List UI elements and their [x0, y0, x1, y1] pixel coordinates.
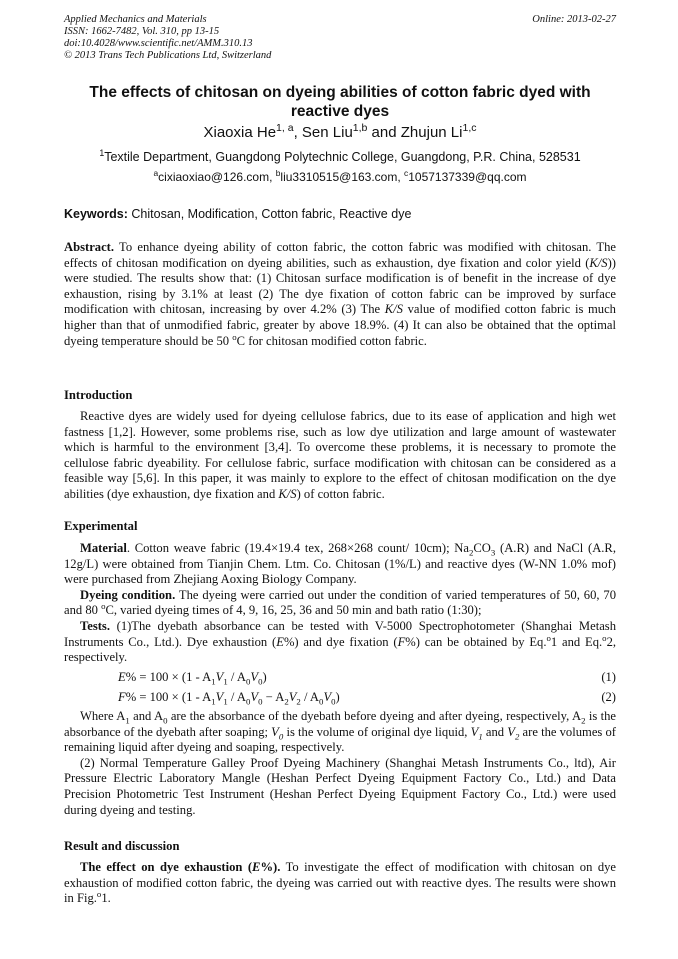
equation-2-formula	[118, 688, 340, 706]
eq-symbol: V	[250, 670, 259, 684]
affiliation-text: Textile Department, Guangdong Polytechnic College, Guangdong, P.R. China, 528531	[104, 150, 581, 164]
subscript: 0	[258, 676, 263, 687]
keywords-text: Chitosan, Modification, Cotton fabric, Reactive dye	[131, 207, 412, 221]
eq-symbol: V	[288, 690, 297, 704]
eq-text: − A	[262, 690, 285, 704]
effect-label-text: The effect on dye exhaustion (	[80, 860, 253, 874]
where-text: are the volumes of remaining liquid after dyeing and soaping, respectively.	[64, 724, 616, 755]
subscript: 2	[284, 696, 289, 707]
issn: ISSN: 1662-7482, Vol. 310, pp 13-15	[64, 26, 220, 37]
subscript: 1	[211, 696, 216, 707]
author-sup: 1,b	[352, 122, 368, 134]
tests-label: Tests.	[80, 618, 110, 633]
subscript: 0	[245, 676, 251, 687]
subscript: 0	[258, 696, 263, 707]
ks-symbol: K/S	[278, 486, 297, 501]
results-body	[64, 860, 616, 907]
author-name: Sen Liu	[301, 124, 353, 141]
tests-text: 2, respectively.	[64, 634, 617, 665]
email-sup: c	[404, 168, 409, 178]
equation-1-formula	[118, 668, 267, 686]
material-text: (A.R) and NaCl (A.R, 12g/L) were obtained from Tianjin Chem. Ltm. Co. Chitosan (1%/L) and reactive dyes (W-NN 1.0% mof) were purchased from Zhejiang Aoxing Biology Company.	[64, 541, 616, 587]
email-link[interactable]: liu3310515@163.com	[280, 170, 398, 184]
eq-text: / A	[227, 690, 246, 704]
degree-sign: o	[602, 632, 607, 643]
author-sep: and	[367, 124, 401, 141]
degree-sign: o	[96, 889, 102, 899]
journal-header	[64, 14, 616, 62]
abstract-label: Abstract.	[64, 240, 115, 254]
affiliation-sup: 1	[99, 147, 105, 158]
dyeing-text: The dyeing were carried out under the condition of varied temperatures of 50, 60, 70 and 80	[64, 587, 616, 618]
keywords	[64, 206, 616, 222]
eq-symbol: F	[118, 690, 126, 704]
subscript: 1	[211, 676, 216, 687]
author-name: Xiaoxia He	[203, 124, 277, 141]
eq-text: / A	[227, 670, 246, 684]
abstract-text: C for chitosan modified cotton fabric.	[236, 333, 427, 348]
effect-label-text: %).	[260, 860, 281, 874]
where-text: is the volume of original dye liquid,	[283, 724, 471, 739]
dyeing-text: C, varied dyeing times of 4, 9, 16, 25, 36 and 50 min and bath ratio (1:30);	[105, 603, 482, 618]
results-text: To investigate the effect of modification with chitosan on dye exhaustion of modified cotton fabric, the dyeing was carried out with reactive dyes. The results were shown in Fig.	[64, 860, 617, 906]
subscript: 0	[245, 696, 251, 707]
eq-symbol: V	[215, 670, 224, 684]
material-text: CO	[473, 541, 491, 555]
author-sup: 1, a	[276, 122, 294, 134]
equation-2	[64, 688, 616, 706]
subscript: 0	[331, 696, 336, 707]
equation-1-number: (1)	[601, 670, 616, 684]
author-name: Zhujun Li	[400, 124, 463, 141]
eq-symbol: $V_2$	[507, 724, 520, 742]
eq-symbol: $V_0$	[271, 724, 284, 742]
abstract-text: To enhance dyeing ability of cotton fabric, the cotton fabric was modified with chitosan. The effects of chitosan modification on dyeing abilities, such as exhaustion, dye fixation and color yield (	[64, 240, 617, 270]
eq-text: )	[262, 670, 267, 684]
author-sep: ,	[293, 124, 302, 141]
subscript: 0	[319, 696, 324, 707]
tests-text: 1 and Eq.	[550, 634, 603, 649]
section-heading-results: Result and discussion	[64, 839, 180, 853]
email-link[interactable]: 1057137339@qq.com	[408, 170, 527, 184]
where-text: and	[482, 724, 508, 739]
email-sep: ,	[397, 170, 405, 184]
intro-text: Reactive dyes are widely used for dyeing cellulose fabrics, due to its ease of application and high wet fastness [1,2]. However, some problems rise, such as low dye utilization and large amount of wastewater which is harmful to the environment [3,4]. To overcome these problems, it is necessary to promote the cellulose fabric dyeability. For cellulose fabric, surface modification with chitosan can be considered as a feasible way [5,6]. In this paper, it was mainly to explore to the effect of chitosan modification on the dye abilities (dye exhaustion, dye fixation and	[64, 409, 616, 501]
material-text: . Cotton weave fabric (19.4×19.4 tex, 268×268 count/ 10cm); Na	[126, 541, 469, 555]
affiliation	[64, 149, 616, 165]
instruments-text: (2) Normal Temperature Galley Proof Dyeing Machinery (Shanghai Metash Instruments Co., ltd), Air Pressure Electric Laboratory Mangle (Heshan Perfect Dyeing Equipment Factory Co., Ltd.) and Data Precision Photometric Test Instrument (Heshan Perfect Dyeing Equipment Factory Co., Ltd.) were used during dyeing and testing.	[64, 755, 616, 817]
journal-name: Applied Mechanics and Materials	[64, 14, 207, 25]
abstract-text: value of modified cotton fabric is much higher than that of unmodified fabric, greater by above 18.9%. (4) It can also be obtained that the optimal dyeing temperature should be 50	[64, 302, 616, 348]
author-sup: 1,c	[462, 122, 477, 134]
ks-symbol: K/S	[384, 302, 403, 317]
email-list	[64, 169, 616, 185]
dyeing-label: Dyeing condition.	[80, 587, 176, 602]
where-text: Where A	[80, 709, 126, 723]
email-sup: a	[153, 168, 159, 178]
email-sup: b	[275, 168, 281, 178]
e-symbol: E	[276, 634, 284, 649]
subscript: 2	[468, 547, 474, 558]
experimental-body	[64, 541, 616, 666]
email-link[interactable]: cixiaoxiao@126.com	[158, 170, 270, 184]
e-symbol: E	[252, 860, 261, 874]
email-sep: ,	[269, 170, 276, 184]
keywords-label: Keywords:	[64, 207, 128, 221]
tests-text: %) can be obtained by Eq.	[405, 634, 547, 649]
tests-text: %) and dye fixation (	[283, 634, 398, 649]
subscript: 1	[125, 715, 130, 726]
eq-text: / A	[300, 690, 320, 704]
subscript: 0	[163, 715, 168, 726]
subscript: 2	[296, 696, 301, 707]
experimental-body-continued	[64, 709, 616, 818]
subscript: 1	[223, 676, 228, 687]
eq-text: )	[335, 690, 340, 704]
subscript: 2	[581, 715, 586, 726]
author-list	[64, 124, 616, 142]
eq-symbol: V	[323, 690, 332, 704]
where-text: and A	[129, 709, 164, 723]
results-text: 1.	[101, 891, 111, 906]
equation-1	[64, 668, 616, 686]
subscript: 1	[223, 696, 228, 707]
intro-text: ) of cotton fabric.	[296, 486, 385, 501]
section-heading-introduction: Introduction	[64, 388, 133, 402]
copyright: © 2013 Trans Tech Publications Ltd, Switzerland	[64, 50, 272, 61]
abstract	[64, 240, 616, 349]
material-label: Material	[80, 541, 127, 555]
subscript: 3	[490, 547, 496, 558]
where-text: is the absorbance of the dyebath after soaping;	[64, 709, 616, 739]
abstract-text: )) were studied. The results show that: (1) Chitosan surface modification is of benefit in the increase of dye exhaustion, rising by 3.1% at least (2) The dye fixation of cotton fabric can be improved by surface modification with chitosan, increasing by over 4.2% (3) The	[64, 255, 616, 317]
where-text: are the absorbance of the dyebath before dyeing and after dyeing, respectively, A	[167, 709, 582, 723]
eq-symbol: V	[215, 690, 224, 704]
eq-symbol: V	[250, 690, 259, 704]
tests-text: (1)The dyebath absorbance can be tested with V-5000 Spectrophotometer (Shanghai Metash Instruments Co., Ltd.). Dye exhaustion (	[64, 618, 616, 649]
ks-symbol: K/S	[589, 255, 608, 270]
eq-text: % = 100 × (1 - A	[125, 670, 212, 684]
paper-title: The effects of chitosan on dyeing abilities of cotton fabric dyed with reactive dyes	[89, 84, 591, 120]
introduction-body	[64, 409, 616, 503]
degree-sign: o	[101, 601, 106, 612]
eq-symbol: $V_1$	[470, 724, 483, 742]
equation-2-number: (2)	[601, 690, 616, 704]
degree-sign: o	[232, 331, 237, 342]
online-date: Online: 2013-02-27	[532, 14, 616, 25]
effect-label	[80, 860, 280, 874]
degree-sign: o	[546, 632, 551, 643]
f-symbol: F	[397, 634, 406, 649]
section-heading-experimental: Experimental	[64, 519, 138, 533]
eq-symbol: E	[118, 670, 126, 684]
eq-text: % = 100 × (1 - A	[125, 690, 212, 704]
doi: doi:10.4028/www.scientific.net/AMM.310.13	[64, 38, 253, 49]
